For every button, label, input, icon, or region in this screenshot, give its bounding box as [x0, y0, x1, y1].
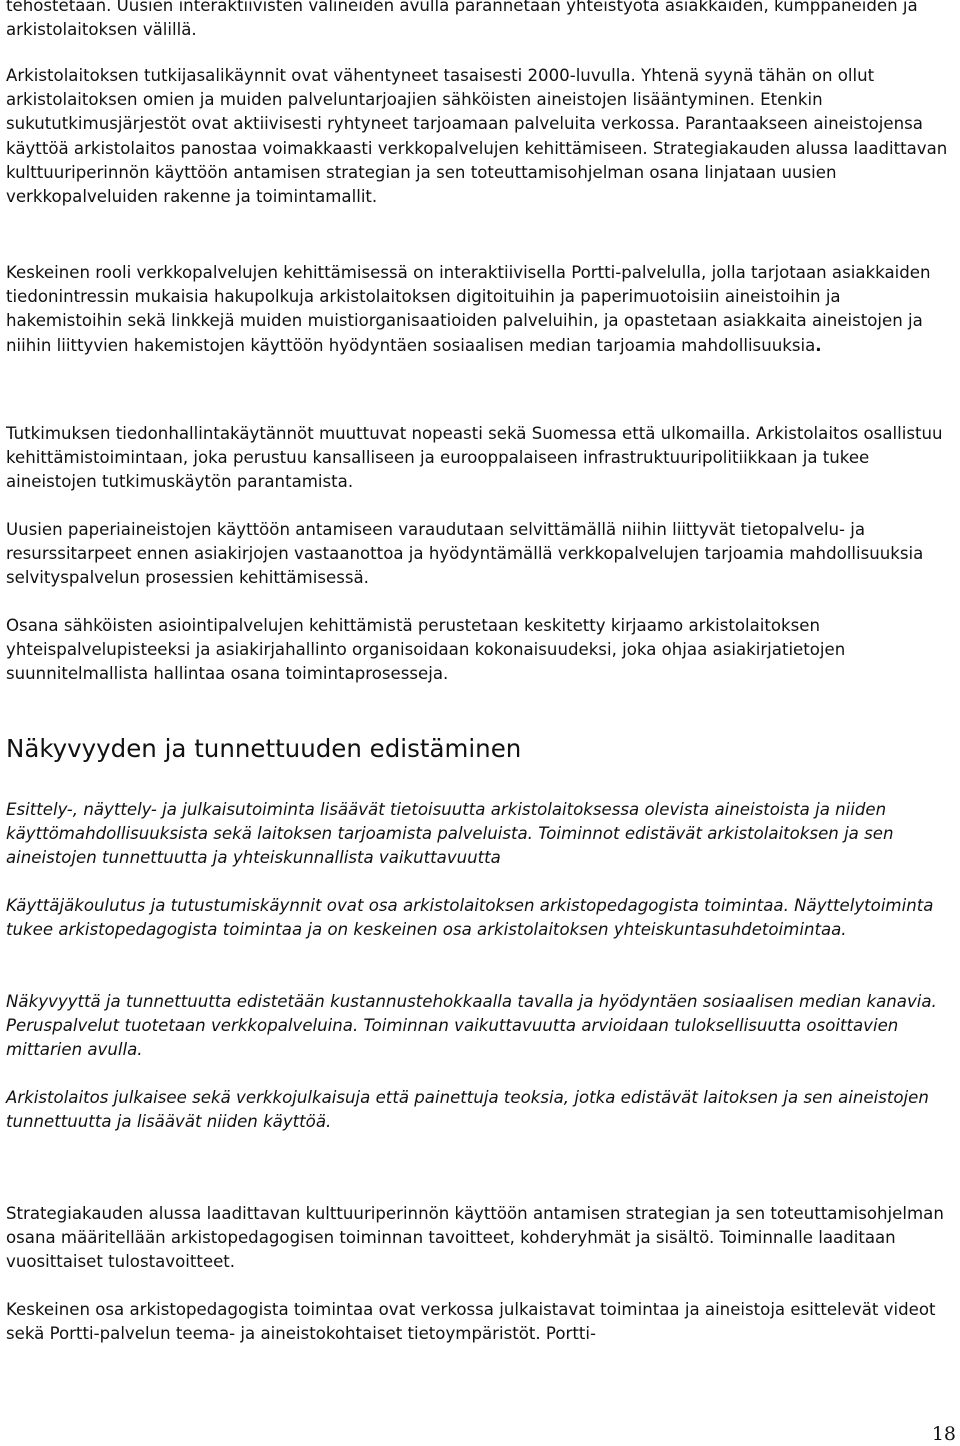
- paragraph-paper-materials: Uusien paperiaineistojen käyttöön antamiseen varaudutaan selvittämällä niihin liittyvät tietopalvelu- ja resurssitarpeet ennen asiakirjojen vastaanottoa ja hyödyntämällä verkkopalvelujen tarjoamia mahdollisuuksia selvityspalvelun prosessien kehittämisessä.: [6, 520, 924, 588]
- paragraph-research-room-visits: Arkistolaitoksen tutkijasalikäynnit ovat vähentyneet tasaisesti 2000-luvulla. Yhtenä syynä tähän on ollut arkistolaitoksen omien ja muiden palveluntarjoajien sähköisten aineistojen lisääntyminen. Etenkin sukututkimusjärjestöt ovat aktiivisesti ryhtyneet tarjoamaan palveluita verkossa. Parantaakseen aineistojensa käyttöä arkistolaitos panostaa voimakkaasti verkkopalvelujen kehittämiseen. Strategiakauden alussa laadittavan kulttuuriperinnön käyttöön antamisen strategian ja sen toteuttamisohjelman osana linjataan uusien verkkopalveluiden rakenne ja toimintamallit.: [6, 66, 948, 207]
- paragraph-portti-text: Keskeinen rooli verkkopalvelujen kehittämisessä on interaktiivisella Portti-palvelulla, jolla tarjotaan asiakkaiden tiedonintressin mukaisia hakupolkuja arkistolaitoksen digitoituihin ja paperimuotoisiin aineistoihin ja hakemistoihin sekä linkkejä muiden muistiorganisaatioiden palveluihin, ja opastetaan asiakkaita aineistojen ja niihin liittyvien hakemistojen käyttöön hyödyntäen sosiaalisen median tarjoamia mahdollisuuksia: [6, 263, 931, 355]
- paragraph-continued: tehostetaan. Uusien interaktiivisten välineiden avulla parannetaan yhteistyötä asiakkaiden, kumppaneiden ja arkistolaitoksen välillä.: [6, 0, 918, 40]
- page-number: 18: [931, 1423, 956, 1445]
- paragraph-central-registry: Osana sähköisten asiointipalvelujen kehittämistä perustetaan keskitetty kirjaamo arkistolaitoksen yhteispalvelupisteeksi ja asiakirjahallinto organisoidaan kokonaisuudeksi, joka ohjaa asiakirjatietojen suunnitelmallista hallintaa osana toimintaprosesseja.: [6, 616, 846, 684]
- italic-paragraph-visibility: Näkyvyyttä ja tunnettuutta edistetään kustannustehokkaalla tavalla ja hyödyntäen sosiaalisen median kanavia. Peruspalvelut tuotetaan verkkopalveluina. Toiminnan vaikuttavuutta arvioidaan tuloksellisuutta osoittavien mittarien avulla.: [6, 992, 937, 1060]
- paragraph-research-data-management: Tutkimuksen tiedonhallintakäytännöt muuttuvat nopeasti sekä Suomessa että ulkomailla. Arkistolaitos osallistuu kehittämistoimintaan, joka perustuu kansalliseen ja eurooppalaiseen infrastruktuuripolitiikkaan ja tukee aineistojen tutkimuskäytön parantamista.: [6, 424, 943, 492]
- paragraph-portti-service: [6, 261, 956, 358]
- italic-paragraph-publications: Arkistolaitos julkaisee sekä verkkojulkaisuja että painettuja teoksia, jotka edistävät laitoksen ja sen aineistojen tunnettuutta ja lisäävät niiden käyttöä.: [6, 1088, 929, 1132]
- paragraph-strategy: Strategiakauden alussa laadittavan kulttuuriperinnön käyttöön antamisen strategian ja sen toteuttamisohjelman osana määritellään arkistopedagogisen toiminnan tavoitteet, kohderyhmät ja sisältö. Toiminnalle laaditaan vuosittaiset tulostavoitteet.: [6, 1204, 944, 1272]
- section-heading: Näkyvyyden ja tunnettuuden edistäminen: [6, 734, 522, 763]
- italic-paragraph-exhibitions: Esittely-, näyttely- ja julkaisutoiminta lisäävät tietoisuutta arkistolaitoksessa olevista aineistoista ja niiden käyttömahdollisuuksista sekä laitoksen tarjoamista palveluista. Toiminnot edistävät arkistolaitoksen ja sen aineistojen tunnettuutta ja yhteiskunnallista vaikuttavuutta: [6, 800, 894, 868]
- italic-paragraph-user-training: Käyttäjäkoulutus ja tutustumiskäynnit ovat osa arkistolaitoksen arkistopedagogista toimintaa. Näyttelytoiminta tukee arkistopedagogista toimintaa ja on keskeinen osa arkistolaitoksen yhteiskuntasuhdetoimintaa.: [6, 896, 934, 940]
- paragraph-archive-pedagogy: Keskeinen osa arkistopedagogista toimintaa ovat verkossa julkaistavat toimintaa ja aineistoja esittelevät videot sekä Portti-palvelun teema- ja aineistokohtaiset tietoympäristöt. Portti-: [6, 1300, 936, 1344]
- paragraph-portti-period: .: [815, 335, 822, 355]
